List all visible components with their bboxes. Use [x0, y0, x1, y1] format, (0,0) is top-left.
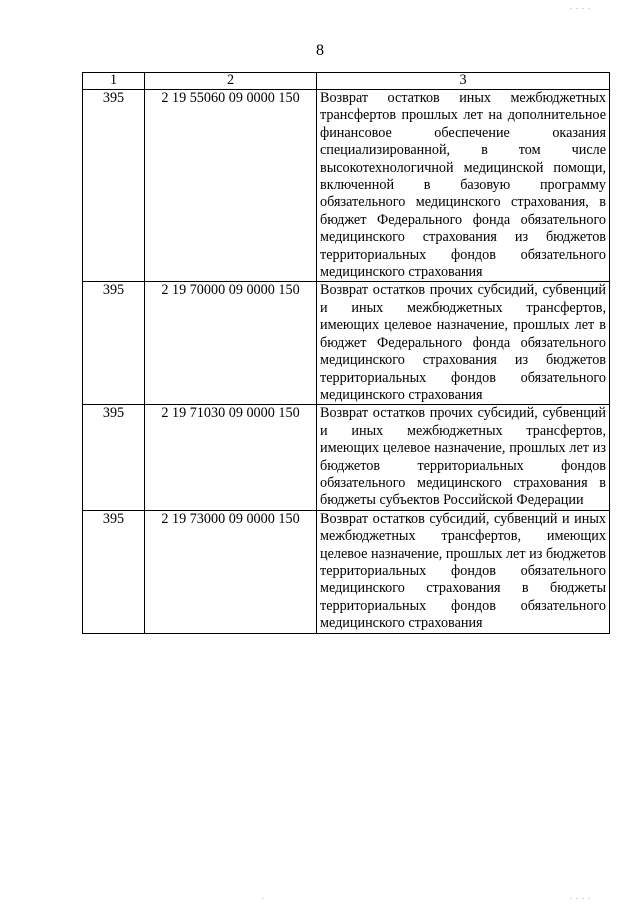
- income-code-cell: 2 19 73000 09 0000 150: [145, 510, 317, 633]
- table-row: [83, 405, 610, 510]
- admin-code-cell: 395: [83, 510, 145, 633]
- table-row: [83, 510, 610, 633]
- income-name-cell: Возврат остатков иных межбюджетных трансфертов прошлых лет на дополнительное финансовое обеспечение оказания специализированной, в том числе высокотехнологичной медицинской помощи, включенной в базовую программу обязательного медицинского страхования, в бюджет Федерального фонда обязательного медицинского страхования из бюджетов территориальных фондов обязательного медицинского страхования: [317, 90, 610, 282]
- scan-artifact-mark: . . . .: [570, 892, 591, 901]
- income-code-cell: 2 19 55060 09 0000 150: [145, 90, 317, 282]
- admin-code-cell: 395: [83, 405, 145, 510]
- income-code-cell: 2 19 71030 09 0000 150: [145, 405, 317, 510]
- income-name-cell: Возврат остатков прочих субсидий, субвенций и иных межбюджетных трансфертов, имеющих целевое назначение, прошлых лет в бюджет Федерального фонда обязательного медицинского страхования из бюджетов территориальных фондов обязательного медицинского страхования: [317, 282, 610, 405]
- admin-code-cell: 395: [83, 282, 145, 405]
- table-row: [83, 282, 610, 405]
- table-header: [83, 73, 610, 90]
- income-name-cell: Возврат остатков субсидий, субвенций и иных межбюджетных трансфертов, имеющих целевое назначение, прошлых лет из бюджетов территориальных фондов обязательного медицинского страхования в бюджеты территориальных фондов обязательного медицинского страхования: [317, 510, 610, 633]
- column-header-2: 2: [145, 73, 317, 90]
- income-name-cell: Возврат остатков прочих субсидий, субвенций и иных межбюджетных трансфертов, имеющих целевое назначение, прошлых лет из бюджетов территориальных фондов обязательного медицинского страхования в бюджеты субъектов Российской Федерации: [317, 405, 610, 510]
- income-code-cell: 2 19 70000 09 0000 150: [145, 282, 317, 405]
- classification-table: [82, 72, 610, 634]
- column-header-3: 3: [317, 73, 610, 90]
- scan-artifact-mark: .: [262, 892, 265, 901]
- scan-artifact-mark: . . . .: [570, 2, 591, 11]
- table-body: [83, 90, 610, 634]
- column-header-1: 1: [83, 73, 145, 90]
- page-number: 8: [316, 42, 324, 59]
- header-row: [83, 73, 610, 90]
- table-row: [83, 90, 610, 282]
- admin-code-cell: 395: [83, 90, 145, 282]
